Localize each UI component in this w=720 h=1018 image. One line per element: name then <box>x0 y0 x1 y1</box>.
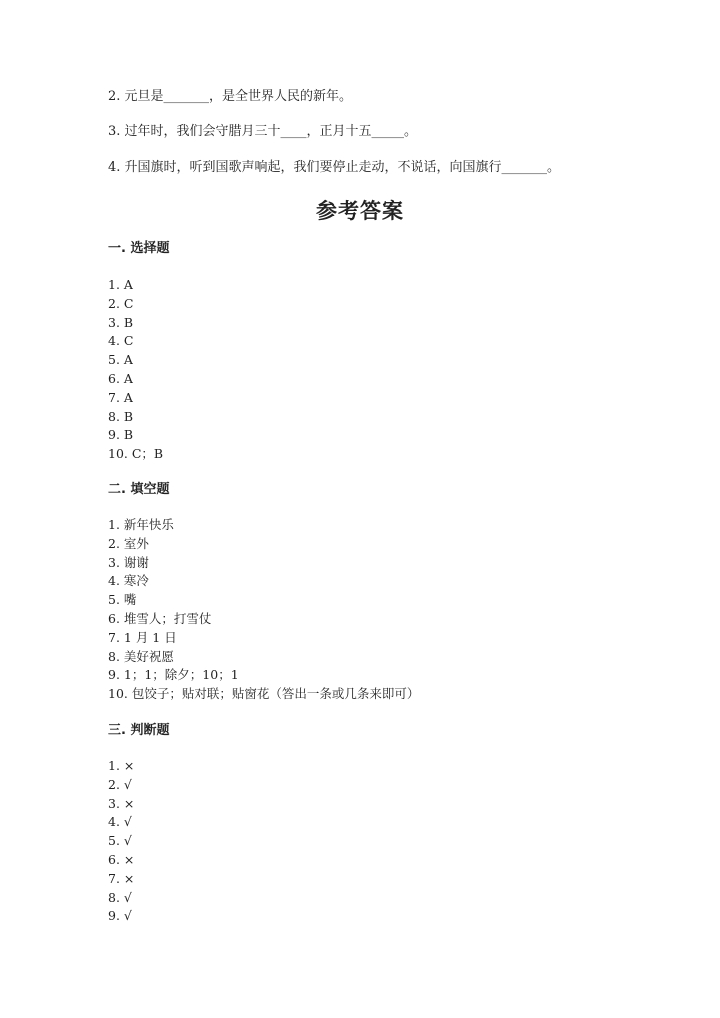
list-item: 8. 美好祝愿 <box>108 648 174 664</box>
list-item: 1. × <box>108 758 135 773</box>
list-item: 2. √ <box>108 776 132 792</box>
list-item: 5. A <box>108 352 133 368</box>
list-item: 1. 新年快乐 <box>108 517 174 532</box>
list-item: 6. × <box>108 851 135 867</box>
list-item: 6. 堆雪人；打雪仗 <box>108 610 212 626</box>
section-heading-choice: 一. 选择题 <box>108 241 170 256</box>
list-item: 3. × <box>108 795 135 811</box>
list-item: 8. B <box>108 408 134 424</box>
list-item: 4. 寒冷 <box>108 573 149 589</box>
true-false-answers-list <box>108 757 134 926</box>
question-3: 3. 过年时，我们会守腊月三十____，正月十五_____。 <box>108 124 418 139</box>
list-item: 7. × <box>108 870 135 886</box>
list-item: 10. C；B <box>108 446 164 462</box>
list-item: 2. C <box>108 295 134 311</box>
list-item: 1. A <box>108 277 133 292</box>
section-heading-true-false: 三. 判断题 <box>108 723 170 738</box>
list-item: 3. B <box>108 314 134 330</box>
list-item: 7. 1 月 1 日 <box>108 629 177 645</box>
list-item: 10. 包饺子；贴对联；贴窗花（答出一条或几条来即可） <box>108 686 420 702</box>
fill-blank-answers-list <box>108 516 419 704</box>
list-item: 4. √ <box>108 814 132 830</box>
list-item: 3. 谢谢 <box>108 554 149 570</box>
list-item: 7. A <box>108 389 133 405</box>
list-item: 9. B <box>108 427 134 443</box>
choice-answers-list <box>108 276 163 464</box>
question-2: 2. 元旦是_______，是全世界人民的新年。 <box>108 89 353 104</box>
section-heading-fill-blank: 二. 填空题 <box>108 482 170 497</box>
list-item: 6. A <box>108 370 133 386</box>
list-item: 2. 室外 <box>108 535 149 551</box>
list-item: 9. 1；1；除夕；10；1 <box>108 667 239 683</box>
list-item: 5. 嘴 <box>108 592 137 608</box>
list-item: 8. √ <box>108 889 132 905</box>
question-4: 4. 升国旗时，听到国歌声响起，我们要停止走动，不说话，向国旗行_______。 <box>108 160 561 175</box>
list-item: 4. C <box>108 333 134 349</box>
list-item: 5. √ <box>108 833 132 849</box>
list-item: 9. √ <box>108 908 132 924</box>
answer-key-title: 参考答案 <box>316 199 404 223</box>
